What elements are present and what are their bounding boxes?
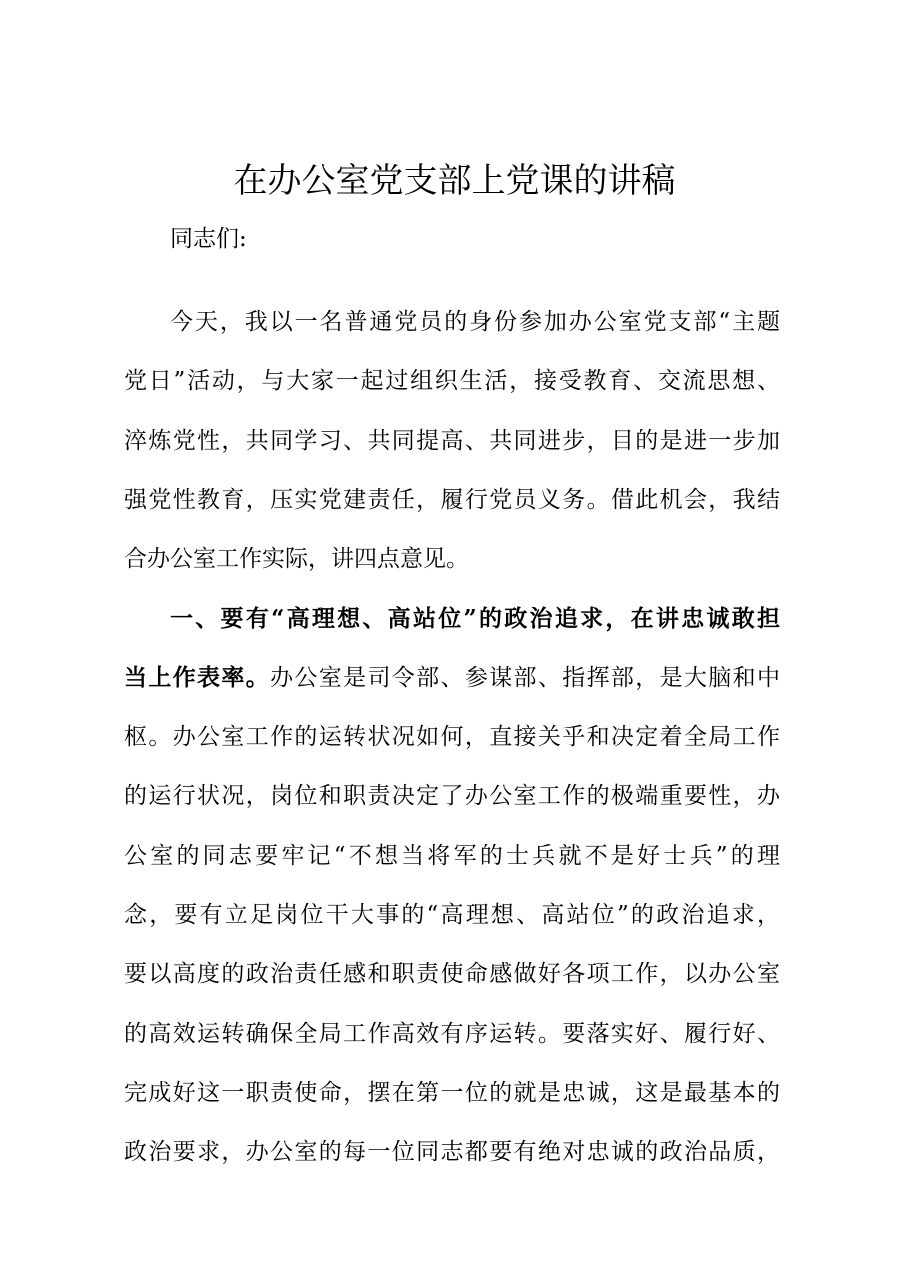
body-text: 淬炼党性，共同学习、共同提高、共同进步，目的是进一步加 <box>124 428 780 454</box>
body-line <box>124 483 780 517</box>
body-line <box>170 305 780 339</box>
body-line <box>124 839 780 873</box>
body-text: 的运行状况，岗位和职责决定了办公室工作的极端重要性，办 <box>124 783 780 809</box>
body-line <box>124 720 780 754</box>
body-text: 的高效运转确保全局工作高效有序运转。要落实好、履行好、 <box>124 1021 780 1047</box>
body-text: 党日”活动，与大家一起过组织生活，接受教育、交流思想、 <box>124 368 780 394</box>
body-text: 枢。办公室工作的运转状况如何，直接关乎和决定着全局工作 <box>124 724 780 750</box>
body-line <box>124 1017 780 1051</box>
body-text: 完成好这一职责使命，摆在第一位的就是忠诚，这是最基本的 <box>124 1080 780 1106</box>
body-line <box>124 542 780 576</box>
body-line <box>124 779 780 813</box>
body-line <box>170 602 780 636</box>
body-text: 今天，我以一名普通党员的身份参加办公室党支部“主题 <box>170 309 780 335</box>
body-text: 办公室是司令部、参谋部、指挥部，是大脑和中 <box>270 665 781 691</box>
bold-heading-text: 一、要有“高理想、高站位”的政治追求，在讲忠诚敢担 <box>170 605 780 632</box>
salutation: 同志们: <box>170 226 247 252</box>
body-line <box>124 1135 780 1169</box>
body-text: 公室的同志要牢记“不想当将军的士兵就不是好士兵”的理 <box>124 843 780 869</box>
document-title: 在办公室党支部上党课的讲稿 <box>233 161 676 201</box>
body-line <box>124 1076 780 1110</box>
body-text: 强党性教育，压实党建责任，履行党员义务。借此机会，我结 <box>124 487 780 513</box>
body-text: 念，要有立足岗位干大事的“高理想、高站位”的政治追求， <box>124 902 780 928</box>
body-line <box>124 364 780 398</box>
bold-heading-text: 当上作表率。 <box>124 664 271 691</box>
body-line <box>124 957 780 991</box>
body-text: 要以高度的政治责任感和职责使命感做好各项工作，以办公室 <box>124 961 780 987</box>
body-text: 合办公室工作实际，讲四点意见。 <box>124 546 469 572</box>
body-line <box>124 661 780 695</box>
body-text: 政治要求，办公室的每一位同志都要有绝对忠诚的政治品质， <box>124 1139 780 1165</box>
body-line <box>124 424 780 458</box>
body-line <box>124 898 780 932</box>
